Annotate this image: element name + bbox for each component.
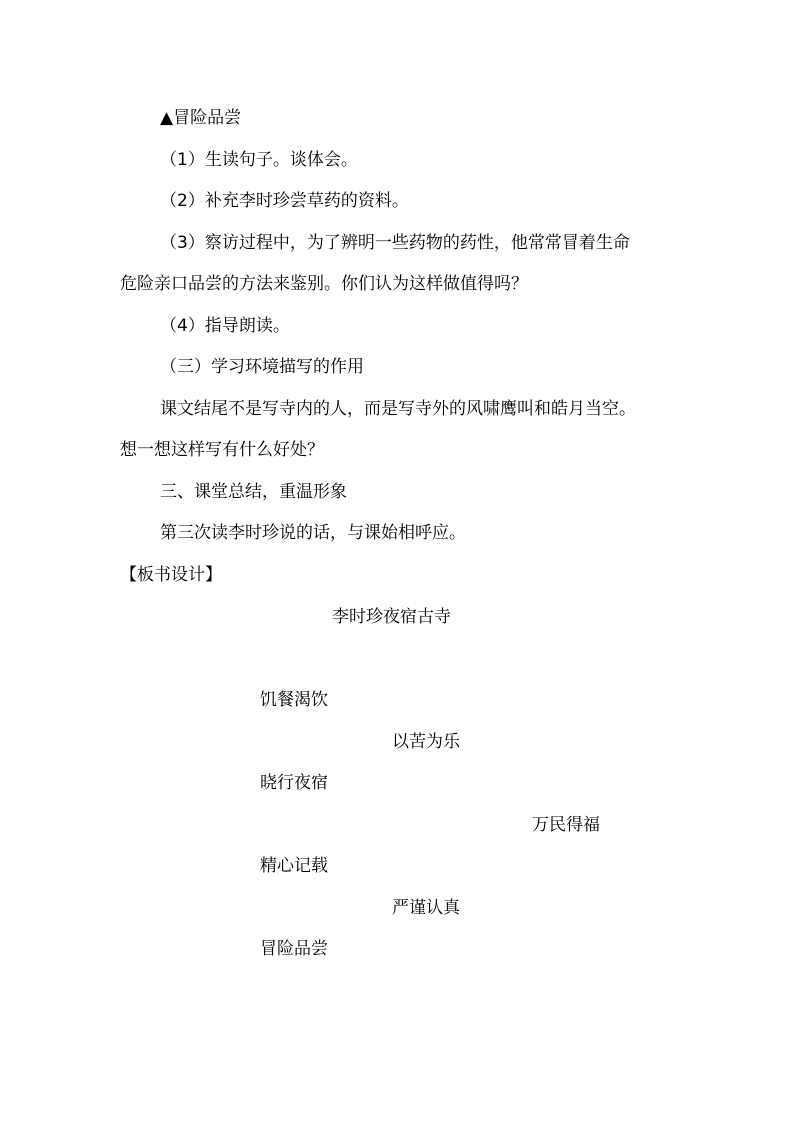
section-heading-environment: （三）学习环境描写的作用 (160, 357, 364, 377)
paragraph-step-2: （2）补充李时珍尝草药的资料。 (160, 191, 409, 211)
paragraph-step-4: （4）指导朗读。 (160, 316, 290, 336)
board-design-heading: 【板书设计】 (120, 565, 222, 585)
paragraph-summary: 第三次读李时珍说的话，与课始相呼应。 (160, 523, 466, 543)
board-item-adventure-tasting: 冒险品尝 (260, 939, 328, 959)
board-item-people-benefit: 万民得福 (532, 815, 600, 835)
section-heading-summary: 三、课堂总结，重温形象 (160, 482, 347, 502)
board-item-hunger-thirst: 饥餐渴饮 (260, 690, 328, 710)
paragraph-ending-line-2: 想一想这样写有什么好处？ (120, 440, 324, 460)
board-design-title: 李时珍夜宿古寺 (332, 607, 451, 627)
board-item-travel-by-dawn: 晓行夜宿 (260, 773, 328, 793)
paragraph-step-1: （1）生读句子。谈体会。 (160, 150, 358, 170)
paragraph-ending-line-1: 课文结尾不是写寺内的人，而是写寺外的风啸鹰叫和皓月当空。 (160, 399, 636, 419)
board-item-rigorous: 严谨认真 (392, 898, 460, 918)
board-item-joy-in-hardship: 以苦为乐 (392, 732, 460, 752)
paragraph-step-3-line-2: 危险亲口品尝的方法来鉴别。你们认为这样做值得吗？ (120, 274, 528, 294)
section-heading-adventure-tasting: ▲冒险品尝 (160, 108, 242, 128)
paragraph-step-3-line-1: （3）察访过程中，为了辨明一些药物的药性，他常常冒着生命 (160, 233, 630, 253)
board-item-careful-records: 精心记载 (260, 856, 328, 876)
